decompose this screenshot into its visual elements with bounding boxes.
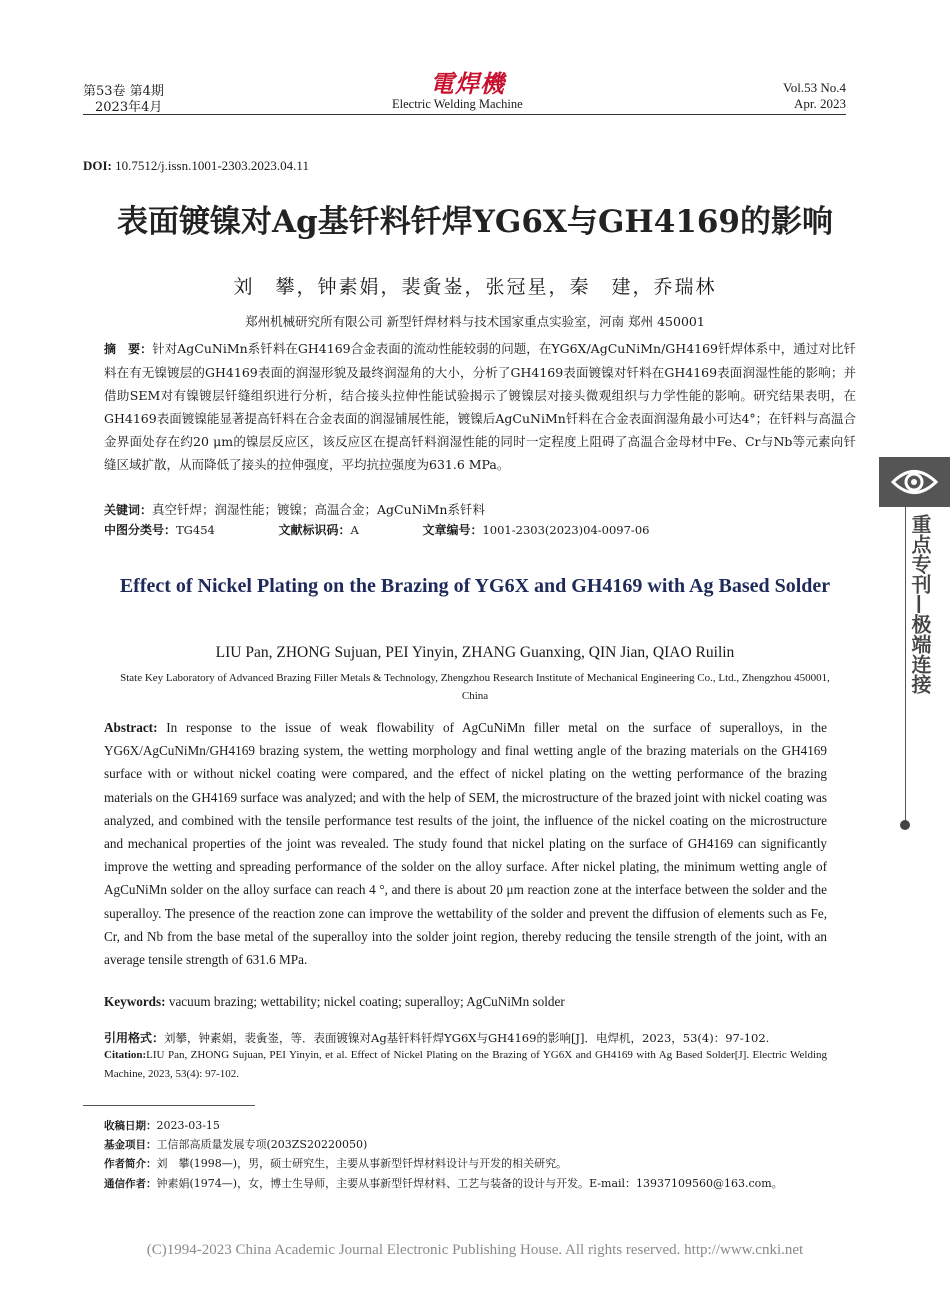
- side-tab-label: 重点专刊—极端连接: [908, 514, 932, 694]
- clc-label: 中图分类号：: [104, 523, 177, 537]
- citation-en: [104, 1046, 827, 1084]
- keywords-cn-text: 真空钎焊；润湿性能；镀镍；高温合金；AgCuNiMn系钎料: [152, 502, 485, 517]
- citation-en-label: Citation:: [104, 1049, 147, 1061]
- citation-en-text: LIU Pan, ZHONG Sujuan, PEI Yinyin, et al. Effect of Nickel Plating on the Brazing of YG6X and GH4169 with Ag Based Solder[J]. Electric Welding Machine, 2023, 53(4): 97-102.: [104, 1049, 827, 1080]
- side-tab-box: [879, 457, 950, 507]
- journal-name-en: Electric Welding Machine: [392, 97, 523, 111]
- footnote-rule: [83, 1105, 255, 1106]
- doi-label: DOI:: [83, 158, 112, 173]
- side-tab-line: [905, 507, 906, 825]
- abstract-cn: [104, 337, 856, 476]
- corr-value: 钟素娟(1974—)，女，博士生导师，主要从事新型钎焊材料、工艺与装备的设计与开发。E-mail：13937109560@163.com。: [156, 1177, 783, 1190]
- copyright-line: (C)1994-2023 China Academic Journal Electronic Publishing House. All rights reserved. http://www.cnki.net: [146, 1242, 804, 1258]
- author-label: 作者简介：: [104, 1158, 157, 1170]
- clc-value: TG454: [176, 523, 215, 537]
- keywords-en-text: vacuum brazing; wettability; nickel coating; superalloy; AgCuNiMn solder: [168, 994, 565, 1009]
- footnote-received: [104, 1117, 220, 1135]
- header-rule: [83, 114, 846, 115]
- fund-label: 基金项目：: [104, 1139, 157, 1151]
- affiliation-cn: 郑州机械研究所有限公司 新型钎焊材料与技术国家重点实验室，河南 郑州 450001: [245, 314, 705, 329]
- citation-cn-text: 刘攀，钟素娟，裴夤崟，等．表面镀镍对Ag基钎料钎焊YG6X与GH4169的影响[J]．电焊机，2023，53(4)：97-102.: [164, 1031, 770, 1045]
- abstract-en-text: In response to the issue of weak flowability of AgCuNiMn filler metal on the surface of superalloys, in the YG6X/AgCuNiMn/GH4169 brazing system, the wetting morphology and final wetting angle of the brazing materials on the GH4169 surface with or without nickel coating were compared, and the effect of nickel plating on the wetting performance of the brazing materials on the GH4169 surface was analyzed; and with the help of SEM, the microstructure of the brazed joint with nickel coating was analyzed, and combined with the tensile performance test results of the joint, the influence of the nickel coating on the microstructure and mechanical properties of the joint was revealed. The study found that nickel plating on the surface of GH4169 can significantly improve the wetting and spreading performance of the solder on the alloy surface. After nickel plating, the minimum wetting angle of AgCuNiMn solder on the alloy surface can reach 4 °, and there is about 20 μm reaction zone at the interface between the solder and the superalloy. The presence of the reaction zone can improve the wettability of the solder and prevent the diffusion of elements such as Fe, Cr, and Nb from the base metal of the superalloy into the solder joint region, thereby reducing the tensile strength of the joint, with an average tensile strength of 631.6 MPa.: [104, 720, 828, 968]
- keywords-cn: [104, 498, 856, 522]
- authors-cn: 刘 攀，钟素娟，裴夤崟，张冠星，秦 建，乔瑞林: [233, 276, 717, 298]
- journal-logo: 電焊機: [430, 69, 505, 98]
- keywords-cn-label: 关键词：: [104, 503, 153, 517]
- title-cn: 表面镀镍对Ag基钎料钎焊YG6X与GH4169的影响: [117, 204, 833, 240]
- corr-label: 通信作者：: [104, 1178, 157, 1190]
- abstract-en-label: Abstract:: [104, 720, 158, 735]
- received-label: 收稿日期：: [104, 1120, 157, 1132]
- article-no-label: 文章编号：: [422, 523, 483, 537]
- title-en: Effect of Nickel Plating on the Brazing of YG6X and GH4169 with Ag Based Solder: [119, 575, 831, 597]
- side-tab-dot: [900, 820, 910, 830]
- citation-cn-label: 引用格式：: [104, 1031, 165, 1045]
- volume-issue-en: Vol.53 No.4: [783, 80, 846, 95]
- footnote-fund: [104, 1136, 367, 1154]
- abstract-cn-text: 针对AgCuNiMn系钎料在GH4169合金表面的流动性能较弱的问题，在YG6X/AgCuNiMn/GH4169钎焊体系中，通过对比钎料在有无镍镀层的GH4169表面的润湿形貌及最终润湿角的大小，分析了GH4169表面镀镍对钎料在GH4169表面润湿性能的影响；并借助SEM对有镍镀层钎缝组织进行分析，结合接头拉伸性能试验揭示了镀镍层对接头微观组织与力学性能的影响。研究结果表明，在GH4169表面镀镍能显著提高钎料在合金表面的润湿铺展性能，镀镍后AgCuNiMn钎料在合金表面润湿角最小可达4°；在钎料与高温合金界面处存在约20 μm的镍层反应区，该反应区在提高钎料润湿性能的同时一定程度上阻碍了高温合金母材中Fe、Cr与Nb等元素向钎缝区域扩散，从而降低了接头的拉伸强度，平均抗拉强度为631.6 MPa。: [104, 341, 856, 472]
- clc: [104, 523, 245, 537]
- footnote-corresponding: [104, 1175, 783, 1193]
- article-no-value: 1001-2303(2023)04-0097-06: [482, 523, 650, 537]
- date-en: Apr. 2023: [794, 96, 846, 111]
- author-value: 刘 攀(1998—)，男，硕士研究生，主要从事新型钎焊材料设计与开发的相关研究。: [156, 1157, 568, 1170]
- classification-row: [104, 521, 709, 538]
- doc-code-value: A: [350, 523, 359, 537]
- doi[interactable]: [83, 158, 309, 174]
- authors-en: LIU Pan, ZHONG Sujuan, PEI Yinyin, ZHANG Guanxing, QIN Jian, QIAO Ruilin: [215, 644, 735, 661]
- doc-code-label: 文献标识码：: [278, 523, 351, 537]
- received-value: 2023-03-15: [156, 1119, 220, 1132]
- affiliation-en: State Key Laboratory of Advanced Brazing Filler Metals & Technology, Zhengzhou Research Institute of Mechanical Engineering Co., Ltd., Zhengzhou 450001, China: [120, 672, 830, 702]
- footnote-author: [104, 1155, 567, 1173]
- fund-value: 工信部高质量发展专项(203ZS20220050): [156, 1138, 368, 1151]
- volume-issue-cn: 第53卷 第4期: [83, 84, 164, 99]
- keywords-en: [104, 990, 827, 1013]
- doi-value[interactable]: 10.7512/j.issn.1001-2303.2023.04.11: [115, 158, 309, 173]
- abstract-en: [104, 716, 827, 971]
- citation-cn: [104, 1029, 856, 1046]
- abstract-cn-label: 摘 要：: [104, 342, 153, 356]
- article-no: [422, 523, 679, 537]
- date-cn: 2023年4月: [95, 100, 163, 115]
- eye-icon: [879, 457, 950, 507]
- keywords-en-label: Keywords:: [104, 994, 166, 1009]
- doc-code: [278, 523, 388, 537]
